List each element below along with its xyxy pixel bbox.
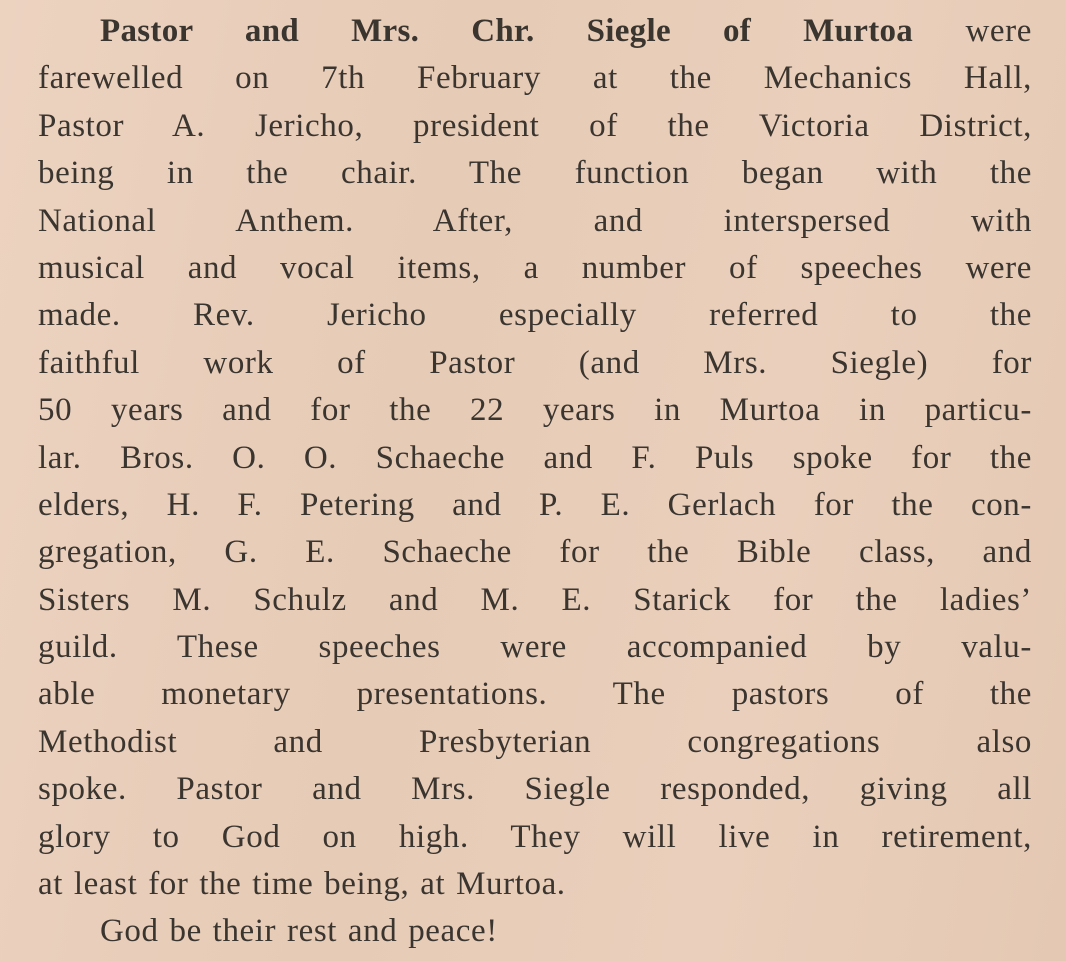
article-closing: God be their rest and peace!: [100, 913, 498, 950]
article-line: 50 years and for the 22 years in Murtoa in particu-: [38, 392, 1032, 429]
article-line: Methodist and Presbyterian congregations also: [38, 723, 1032, 760]
article-line: gregation, G. E. Schaeche for the Bible class, and: [38, 534, 1032, 571]
article-lead-names: Pastor and Mrs. Chr. Siegle of Murtoa: [100, 13, 914, 49]
article-line: able monetary presentations. The pastors of the: [38, 676, 1032, 713]
article-line: elders, H. F. Petering and P. E. Gerlach for the con-: [38, 486, 1032, 523]
article-line: being in the chair. The function began with the: [38, 155, 1032, 192]
article-line: Pastor A. Jericho, president of the Victoria District,: [38, 107, 1032, 144]
article-line: made. Rev. Jericho especially referred to the: [38, 297, 1032, 334]
article-lead-rest: were: [913, 13, 1032, 49]
article-line: farewelled on 7th February at the Mechanics Hall,: [38, 60, 1032, 97]
article-line: faithful work of Pastor (and Mrs. Siegle) for: [38, 344, 1032, 381]
article-line-lead: [38, 8, 1032, 55]
article-line: glory to God on high. They will live in retirement,: [38, 818, 1032, 855]
article-line: lar. Bros. O. O. Schaeche and F. Puls spoke for the: [38, 439, 1032, 476]
article-line: Sisters M. Schulz and M. E. Starick for the ladies’: [38, 581, 1032, 618]
article-line: guild. These speeches were accompanied by valu-: [38, 629, 1032, 666]
article-line: at least for the time being, at Murtoa.: [38, 866, 566, 903]
article-line: National Anthem. After, and interspersed with: [38, 202, 1032, 239]
article-text: [38, 8, 1032, 956]
article-line: spoke. Pastor and Mrs. Siegle responded, giving all: [38, 771, 1032, 808]
article-line: musical and vocal items, a number of speeches were: [38, 249, 1032, 286]
